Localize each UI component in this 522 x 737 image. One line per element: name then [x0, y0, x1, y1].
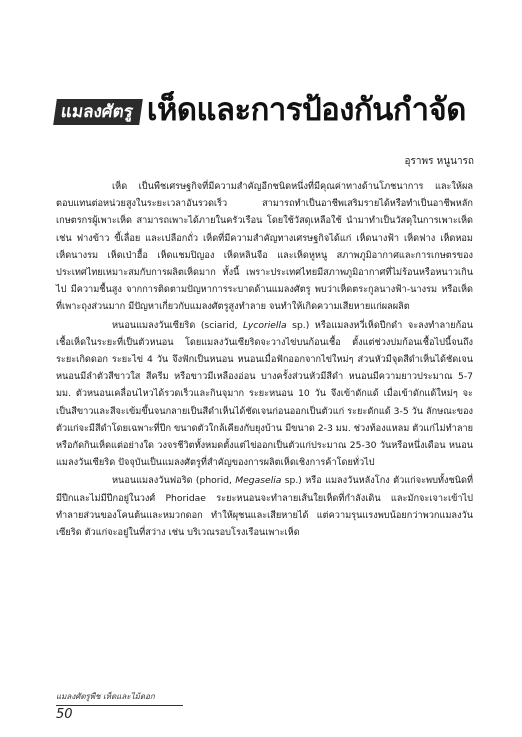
author-name: อุราพร หนูนารถ: [404, 156, 474, 167]
paragraph-text: เห็ด เป็นพืชเศรษฐกิจที่มีความสำคัญอีกชนิดหนึ่งที่มีคุณค่าทางด้านโภชนาการ และให้ผลตอบแทนต่อหน่วยสูงในระยะเวลาอันรวดเร็ว สามารถทำเป็นอาชีพเสริมรายได้หรือทำเป็นอาชีพหลักเกษตรกรผู้เพาะเห็ด สามารถเพาะได้ภายในครัวเรือน โดยใช้วัสดุเหลือใช้ นำมาทำเป็นวัสดุในการเพาะเห็ด เช่น ฟางข้าว ขี้เลื่อย และเปลือกถั่ว เห็ดที่มีความสำคัญทางเศรษฐกิจได้แก่ เห็ดนางฟ้า เห็ดฟาง เห็ดหอม เห็ดนางรม เห็ดเป่าฮื้อ เห็ดแชมปิญอง เห็ดหลินจือ และเห็ดหูหนู สภาพภูมิอากาศและการเกษตรของประเทศไทยเหมาะสมกับการผลิตเห็ดมาก ทั้งนี้ เพราะประเทศไทยมีสภาพภูมิอากาศที่ไม่ร้อนหรือหนาวเกินไป มีความชื้นสูง จากการติดตามปัญหาการระบาดด้านแมลงศัตรู พบว่าเห็ดตระกูลนางฟ้า-นางรม หรือเห็ดที่เพาะถุงส่วนมาก มีปัญหาเกี่ยวกับแมลงศัตรูสูงทำลาย จนทำให้เกิดความเสียหายแก่ผลผลิต: [56, 181, 473, 313]
paragraph-text: หนอนแมลงวันเซียริด (sciarid,: [112, 319, 244, 331]
paragraph-sciarid: [56, 317, 473, 472]
article-title: เห็ดและการป้องกันกำจัด: [146, 92, 466, 128]
article-body: [56, 178, 473, 542]
paragraph-intro: [56, 178, 473, 316]
paragraph-phorid: [56, 472, 473, 541]
genus-name: Megaselia: [235, 475, 282, 487]
genus-name: Lycoriella: [243, 319, 287, 331]
paragraph-text: หนอนแมลงวันฟอริด (phorid,: [112, 475, 236, 487]
page-footer: [56, 690, 183, 722]
paragraph-text: sp.) หรือแมลงหวี่เห็ดปีกดำ จะลงทำลายก้อนเชื้อเห็ดในระยะที่เป็นตัวหนอน โดยแมลงวันเซียริดจะวางไข่บนก้อนเชื้อ ตั้งแต่ช่วงบ่มก้อนเชื้อไปนี้จนถึงระยะเกิดดอก ระยะไข่ 4 วัน จึงฟักเป็นหนอน หนอนเมื่อฟักออกจากไข่ใหม่ๆ ส่วนหัวมีจุดสีดำเห็นได้ชัดเจน หนอนมีลำตัวสีขาวใส สีครีม หรือขาวมีเหลืองอ่อน บางครั้งส่วนหัวมีสีดำ หนอนมีความยาวประมาณ 5-7 มม. ตัวหนอนเคลื่อนไหวได้รวดเร็วและกินจุมาก ระยะหนอน 10 วัน จึงเข้าดักแด้ เมื่อเข้าดักแด้ใหม่ๆ จะเป็นสีขาวและสีจะเข้มขึ้นจนกลายเป็นสีดำเห็นได้ชัดเจนก่อนออกเป็นตัวแก่ ระยะดักแด้ 3-5 วัน ลักษณะของตัวแก่จะมีสีดำโดยเฉพาะที่ปีก ขนาดตัวใกล้เคียงกับยุงบ้าน มีขนาด 2-3 มม. ช่วงท้องแหลม ตัวแก่ไม่ทำลายหรือกัดกินเห็ดแต่อย่างใด วงจรชีวิตทั้งหมดตั้งแต่ไข่ออกเป็นตัวแก่ประมาณ 25-30 วันหรือหนึ่งเดือน หนอนแมลงวันเซียริด ปัจจุบันเป็นแมลงศัตรูที่สำคัญของการผลิตเห็ดเชิงการค้าโดยทั่วไป: [56, 319, 474, 469]
article-header: [55, 92, 466, 128]
paragraph-text: sp.) หรือ แมลงวันหลังโกง ตัวแก่จะพบทั้งชนิดที่มีปีกและไม่มีปีกอยู่ในวงศ์ Phoridae ระยะหนอนจะทำลายเส้นใยเห็ดที่กำลังเดิน และมักจะเจาะเข้าไปทำลายส่วนของโคนต้นและหมวกดอก ทำให้ผุชนและเสียหายได้ แต่ความรุนแรงพบน้อยกว่าพวกแมลงวันเซียริด ตัวแก่จะอยู่ในที่สว่าง เช่น บริเวณรอบโรงเรือนเพาะเห็ด: [56, 475, 473, 539]
page-number: 50: [56, 707, 73, 722]
section-badge: แมลงศัตรู: [53, 99, 142, 125]
footer-book-title: แมลงศัตรูพืช เห็ดและไม้ดอก: [56, 690, 183, 706]
